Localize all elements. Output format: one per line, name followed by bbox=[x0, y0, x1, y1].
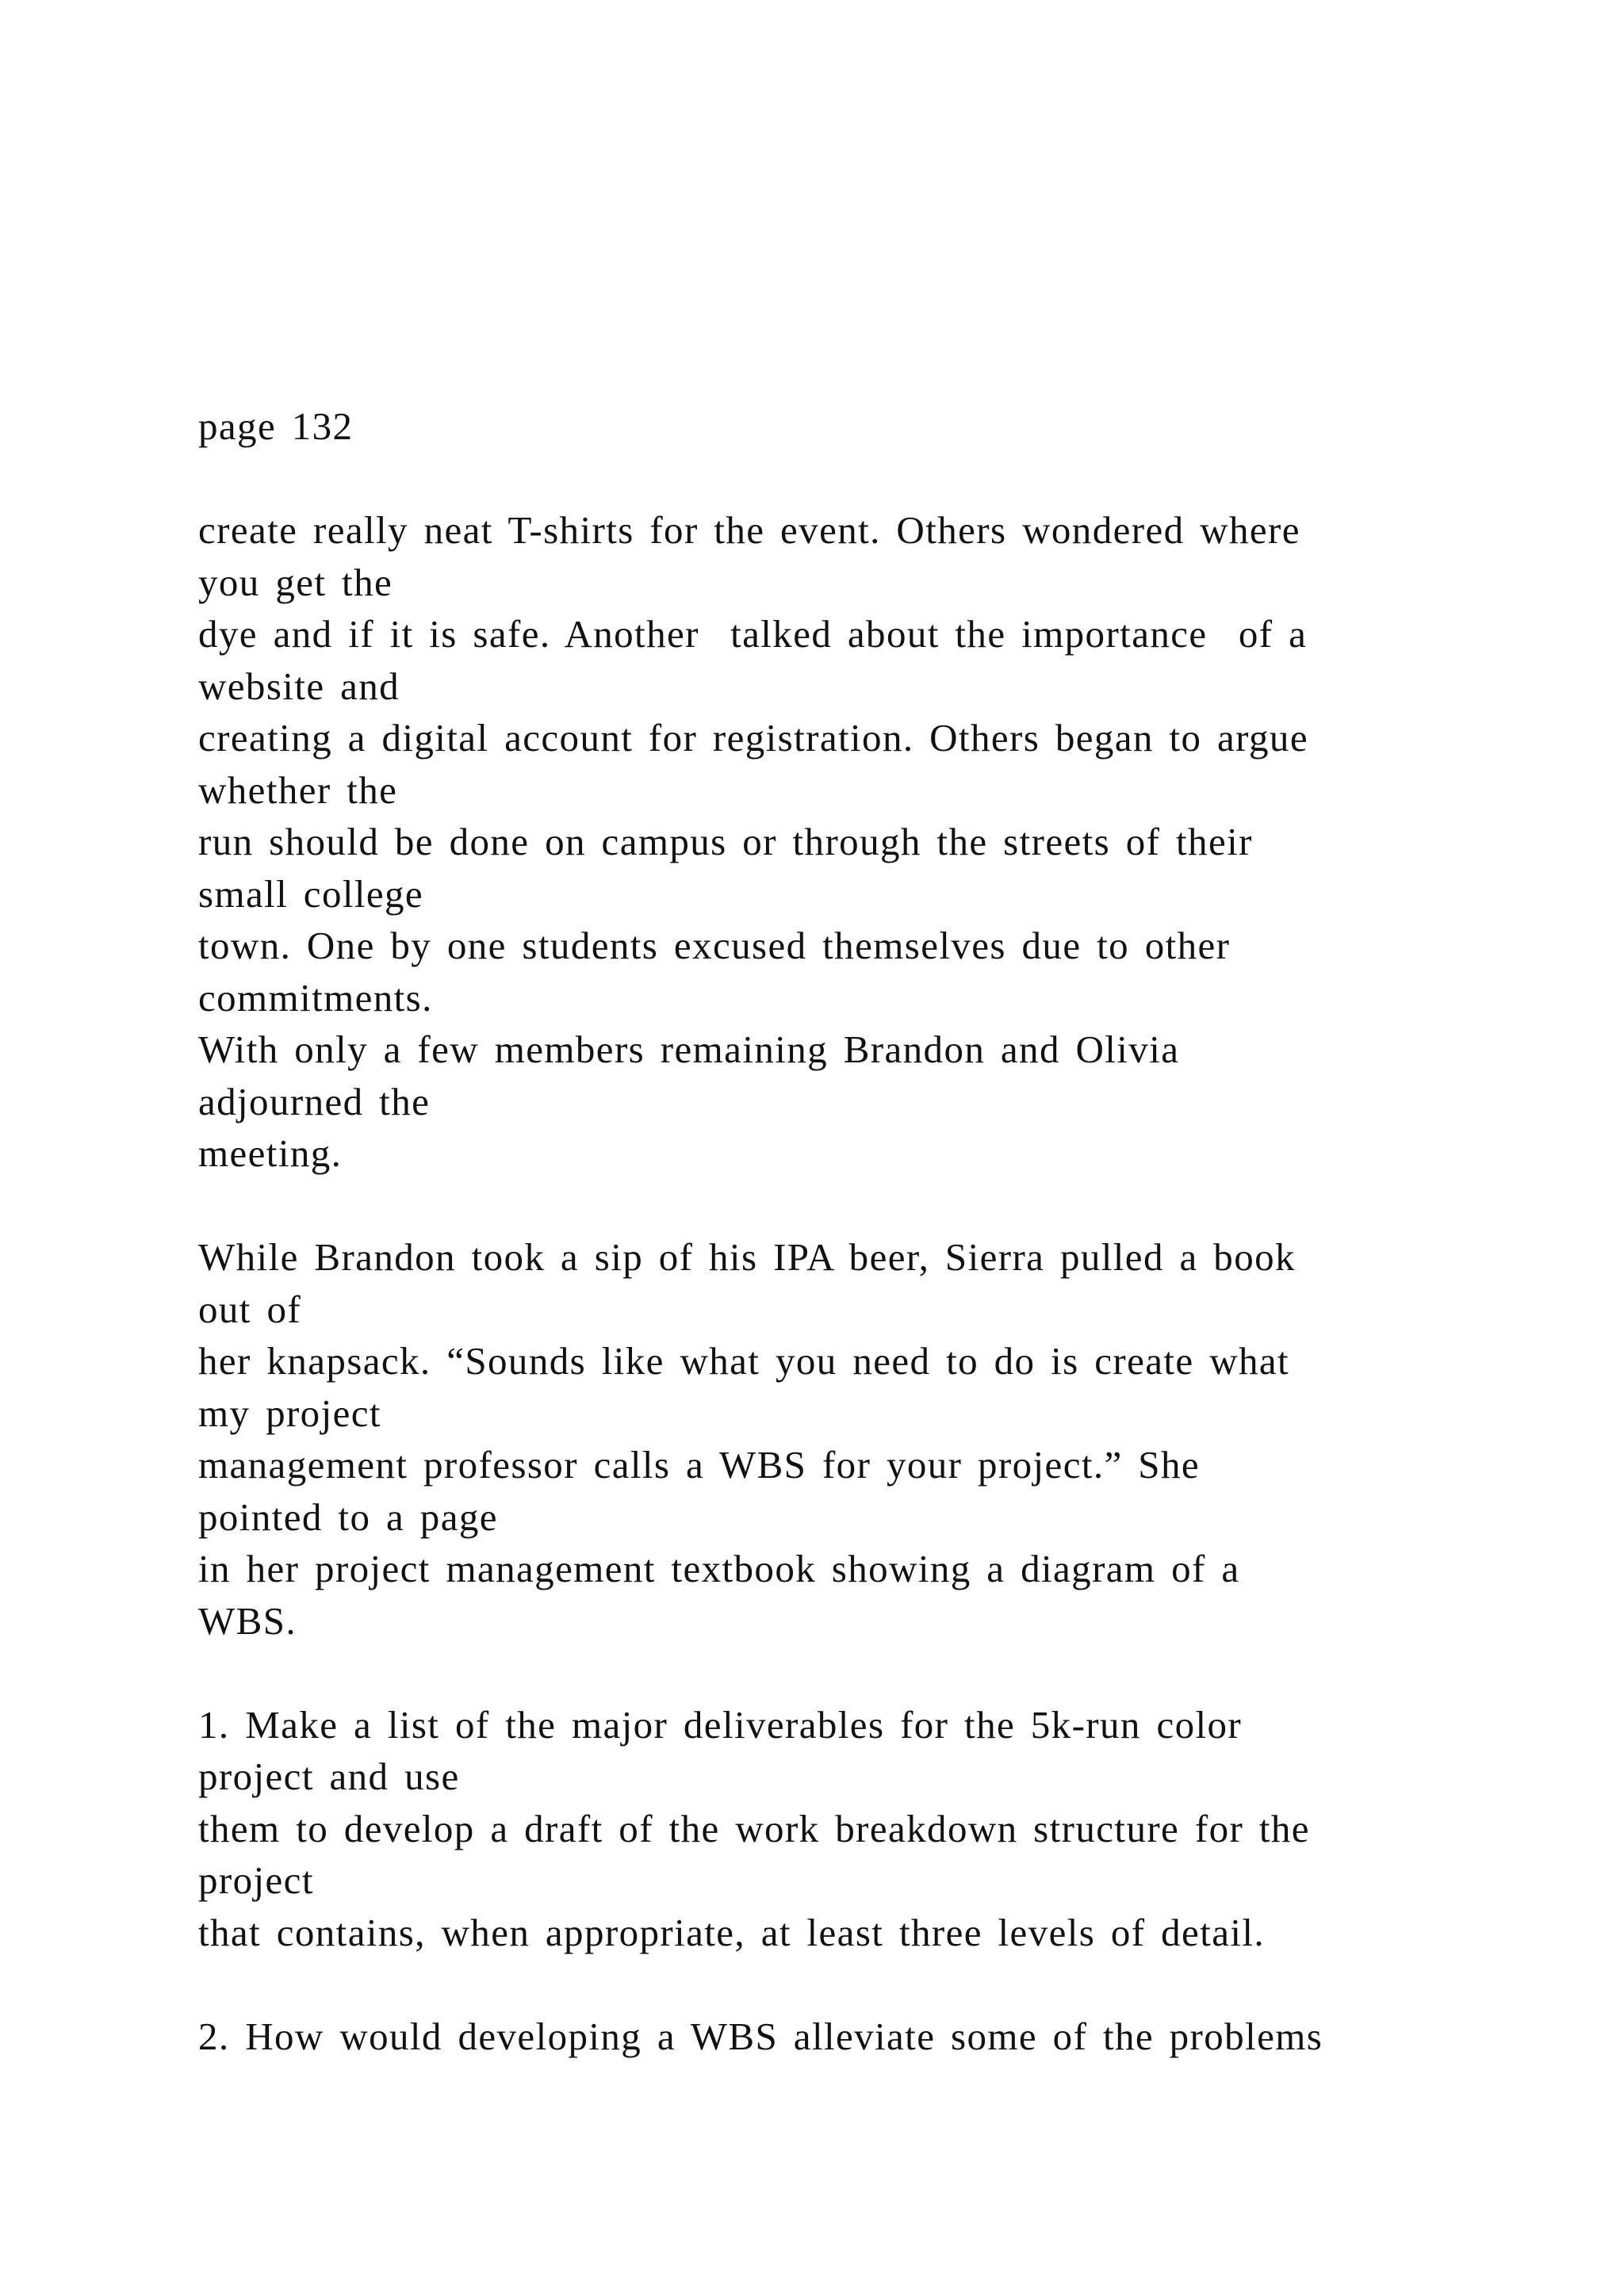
text-line: commitments. bbox=[198, 975, 433, 1020]
text-line: pointed to a page bbox=[198, 1494, 498, 1539]
text-line: small college bbox=[198, 871, 424, 916]
text-line: town. One by one students excused themselves due to other bbox=[198, 924, 1231, 967]
page-number: page 132 bbox=[198, 404, 354, 448]
text-line: 2. How would developing a WBS alleviate some of the problems bbox=[198, 2014, 1323, 2058]
spacer bbox=[198, 453, 1483, 505]
text-line: meeting. bbox=[198, 1131, 343, 1175]
text-line: WBS. bbox=[198, 1598, 297, 1643]
text-line: project bbox=[198, 1858, 314, 1902]
text-line: dye and if it is safe. Another talked about the importance of a bbox=[198, 612, 1308, 656]
question-2 bbox=[198, 2011, 1483, 2063]
text-line: in her project management textbook showing a diagram of a bbox=[198, 1547, 1240, 1590]
document-body bbox=[198, 400, 1483, 2062]
text-line: creating a digital account for registration. Others began to argue bbox=[198, 716, 1308, 760]
text-line: website and bbox=[198, 664, 400, 708]
spacer bbox=[198, 1958, 1483, 2011]
text-line: adjourned the bbox=[198, 1079, 431, 1123]
text-line: out of bbox=[198, 1287, 302, 1331]
text-line: project and use bbox=[198, 1755, 460, 1798]
text-line: her knapsack. “Sounds like what you need to do is create what bbox=[198, 1339, 1290, 1383]
paragraph-meeting bbox=[198, 504, 1483, 1180]
text-line: While Brandon took a sip of his IPA beer, Sierra pulled a book bbox=[198, 1235, 1296, 1279]
text-line: you get the bbox=[198, 560, 393, 604]
text-line: that contains, when appropriate, at least three levels of detail. bbox=[198, 1910, 1266, 1954]
text-line: 1. Make a list of the major deliverables for the 5k-run color bbox=[198, 1702, 1243, 1747]
spacer bbox=[198, 1180, 1483, 1232]
spacer bbox=[198, 1647, 1483, 1699]
paragraph-sierra bbox=[198, 1231, 1483, 1647]
text-line: With only a few members remaining Brandon and Olivia bbox=[198, 1027, 1180, 1071]
text-line: them to develop a draft of the work breakdown structure for the bbox=[198, 1806, 1310, 1850]
question-1 bbox=[198, 1699, 1483, 1959]
text-line: whether the bbox=[198, 767, 398, 812]
text-line: run should be done on campus or through the streets of their bbox=[198, 820, 1253, 863]
text-line: create really neat T-shirts for the event. Others wondered where bbox=[198, 508, 1300, 552]
text-line: my project bbox=[198, 1391, 381, 1435]
text-line: management professor calls a WBS for your project.” She bbox=[198, 1443, 1201, 1487]
